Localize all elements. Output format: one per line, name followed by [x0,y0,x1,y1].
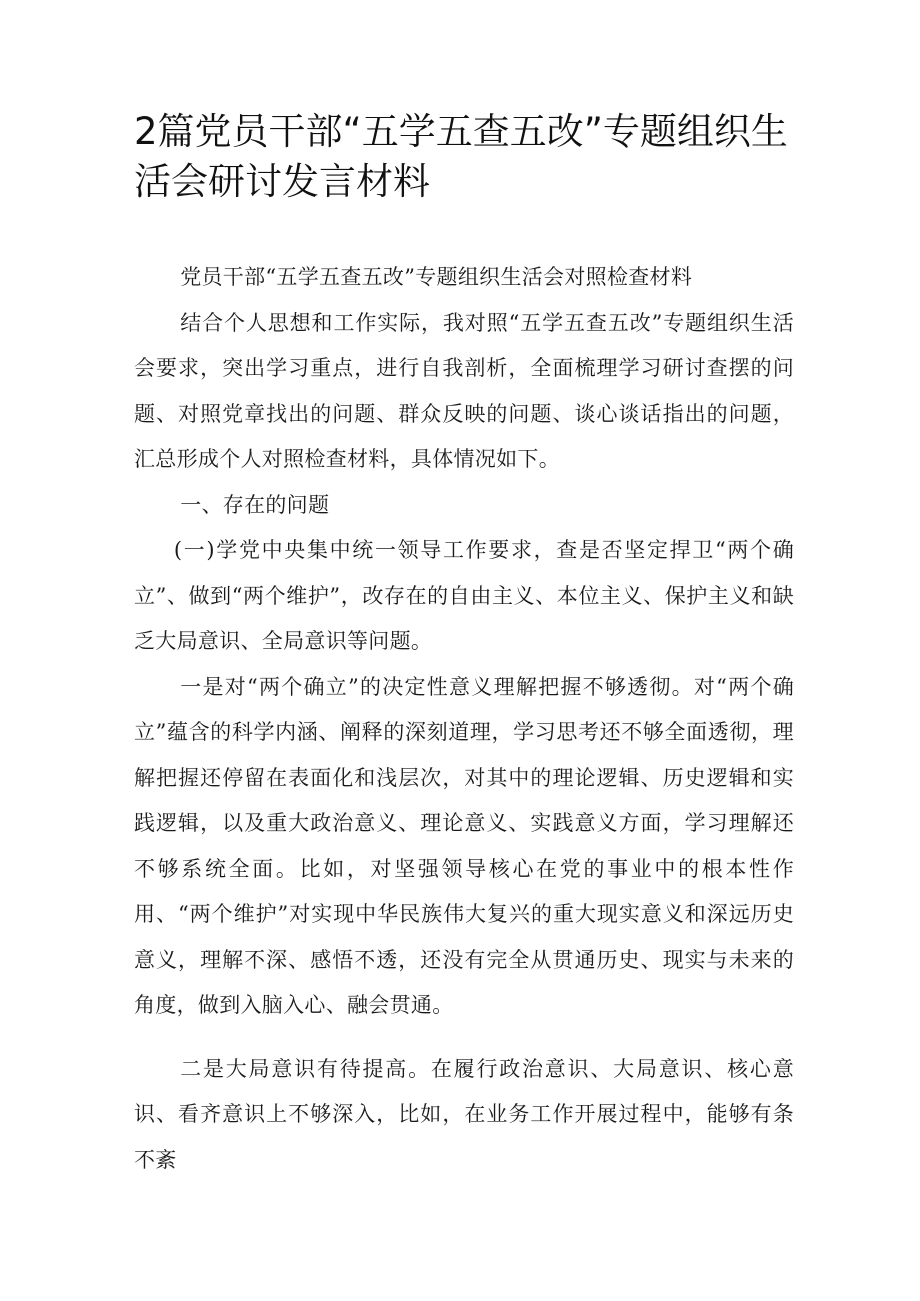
document-body [134,255,794,1183]
subsection-heading: (一)学党中央集中统一领导工作要求，查是否坚定捍卫“两个确立”、做到“两个维护”，改存在的自由主义、本位主义、保护主义和缺乏大局意识、全局意识等问题。 [134,538,794,653]
section-heading: 一、存在的问题 [180,492,330,517]
body-paragraph-point-one: 一是对“两个确立”的决定性意义理解把握不够透彻。对“两个确立”蕴含的科学内涵、阐释的深刻道理，学习思考还不够全面透彻，理解把握还停留在表面化和浅层次，对其中的理论逻辑、历史逻辑和实践逻辑，以及重大政治意义、理论意义、实践意义方面，学习理解还不够系统全面。比如，对坚强领导核心在党的事业中的根本性作用、“两个维护”对实现中华民族伟大复兴的重大现实意义和深远历史意义，理解不深、感悟不透，还没有完全从贯通历史、现实与未来的角度，做到入脑入心、融会贯通。 [134,674,794,1017]
subtitle-paragraph: 党员干部“五学五查五改”专题组织生活会对照检查材料 [180,265,693,289]
document-title: 2篇党员干部“五学五查五改”专题组织生活会研讨发言材料 [134,110,788,203]
body-paragraph-point-two: 二是大局意识有待提高。在履行政治意识、大局意识、核心意识、看齐意识上不够深入，比如，在业务工作开展过程中，能够有条不紊 [134,1056,794,1172]
intro-paragraph: 结合个人思想和工作实际，我对照“五学五查五改”专题组织生活会要求，突出学习重点，进行自我剖析，全面梳理学习研讨查摆的问题、对照党章找出的问题、群众反映的问题、谈心谈话指出的问题，汇总形成个人对照检查材料，具体情况如下。 [134,310,794,471]
